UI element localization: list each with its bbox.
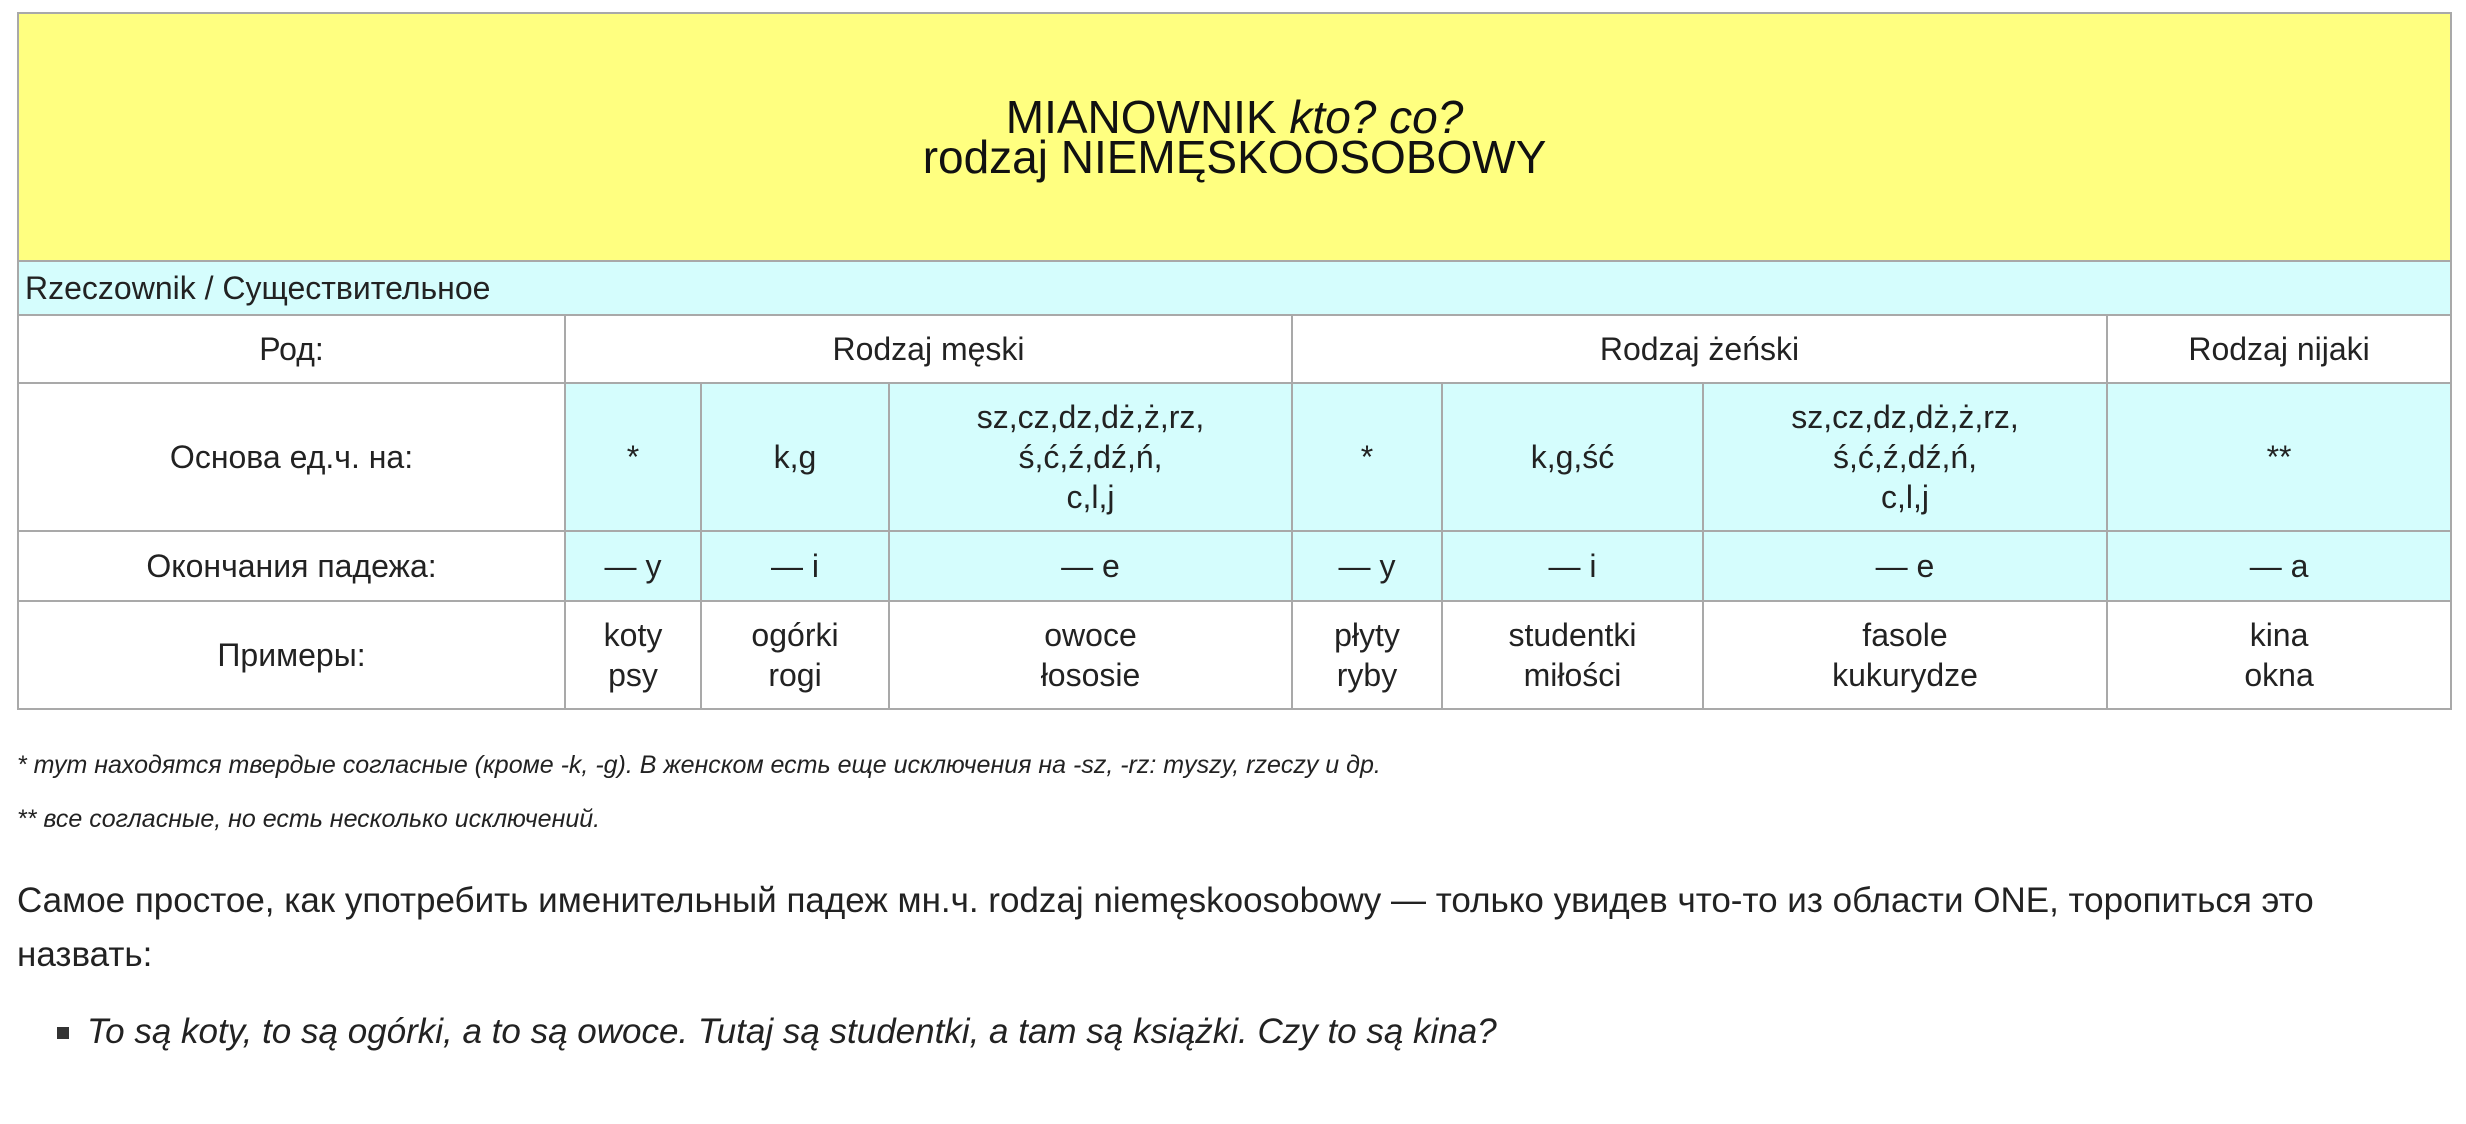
- example-word: płyty: [1334, 617, 1400, 653]
- stem-cell: *: [1292, 383, 1442, 531]
- stem-cell: *: [565, 383, 701, 531]
- stem-line: ś,ć,ź,dź,ń,: [1018, 439, 1163, 475]
- ending-cell: — a: [2107, 531, 2451, 601]
- example-cell: [1442, 601, 1703, 709]
- row-label-stem: Основа ед.ч. на:: [18, 383, 565, 531]
- gender-neuter: Rodzaj nijaki: [2107, 315, 2451, 383]
- example-sentence: To są koty, to są ogórki, a to są owoce. Tutaj są studentki, a tam są książki. Czy to są kina?: [87, 1012, 1497, 1051]
- stem-line: c,l,j: [1881, 479, 1929, 515]
- example-word: owoce: [1044, 617, 1137, 653]
- stem-line: sz,cz,dz,dż,ż,rz,: [1791, 399, 2019, 435]
- list-item: [57, 1010, 2466, 1054]
- gender-feminine: Rodzaj żeński: [1292, 315, 2107, 383]
- explanation-paragraph: Самое простое, как употребить именительный падеж мн.ч. rodzaj niemęskoosobowy — только увидев что-то из области ONE, торопиться это назвать:: [17, 881, 2314, 974]
- stem-cell: k,g: [701, 383, 889, 531]
- example-word: miłości: [1523, 657, 1622, 693]
- example-word: łososie: [1040, 657, 1141, 693]
- stem-line: c,l,j: [1066, 479, 1115, 515]
- ending-cell: — y: [565, 531, 701, 601]
- example-cell: [889, 601, 1292, 709]
- example-word: ryby: [1336, 657, 1398, 693]
- example-word: ogórki: [751, 617, 839, 653]
- row-label-gender: Род:: [18, 315, 565, 383]
- stem-row: [18, 383, 2451, 531]
- ending-row: [18, 531, 2451, 601]
- ending-cell: — y: [1292, 531, 1442, 601]
- stem-cell: [889, 383, 1292, 531]
- stem-line: ś,ć,ź,dź,ń,: [1832, 439, 1978, 475]
- case-question: kto? co?: [1289, 91, 1464, 143]
- examples-row: [18, 601, 2451, 709]
- footnotes: [17, 750, 2466, 834]
- example-word: okna: [2244, 657, 2314, 693]
- example-cell: [2107, 601, 2451, 709]
- section-label: Rzeczownik / Существительное: [18, 261, 2451, 315]
- example-word: studentki: [1508, 617, 1637, 653]
- ending-cell: — i: [701, 531, 889, 601]
- example-word: koty: [603, 617, 663, 653]
- example-word: kina: [2249, 617, 2309, 653]
- stem-cell: **: [2107, 383, 2451, 531]
- case-name: MIANOWNIK: [1005, 91, 1277, 143]
- example-word: rogi: [768, 657, 822, 693]
- ending-cell: — e: [889, 531, 1292, 601]
- stem-line: sz,cz,dz,dż,ż,rz,: [976, 399, 1205, 435]
- example-cell: [1703, 601, 2107, 709]
- footnote: * тут находятся твердые согласные (кроме -k, -g). В женском есть еще исключения на -sz, -rz: myszy, rzeczy и др.: [17, 751, 1381, 779]
- declension-table: [17, 12, 2452, 710]
- gender-masculine: Rodzaj męski: [565, 315, 1292, 383]
- ending-cell: — e: [1703, 531, 2107, 601]
- footnote: ** все согласные, но есть несколько исключений.: [17, 805, 601, 833]
- row-label-ending: Окончания падежа:: [18, 531, 565, 601]
- example-cell: [565, 601, 701, 709]
- gender-line: rodzaj NIEMĘSKOOSOBOWY: [922, 131, 1547, 183]
- example-list: [17, 1010, 2466, 1054]
- example-cell: [1292, 601, 1442, 709]
- example-word: psy: [608, 657, 658, 693]
- gender-row: [18, 315, 2451, 383]
- stem-cell: [1703, 383, 2107, 531]
- example-word: fasole: [1862, 617, 1948, 653]
- example-cell: [701, 601, 889, 709]
- example-word: kukurydze: [1832, 657, 1978, 693]
- stem-cell: k,g,ść: [1442, 383, 1703, 531]
- square-bullet-icon: [57, 1027, 69, 1039]
- row-label-examples: Примеры:: [18, 601, 565, 709]
- ending-cell: — i: [1442, 531, 1703, 601]
- table-title: [18, 13, 2451, 261]
